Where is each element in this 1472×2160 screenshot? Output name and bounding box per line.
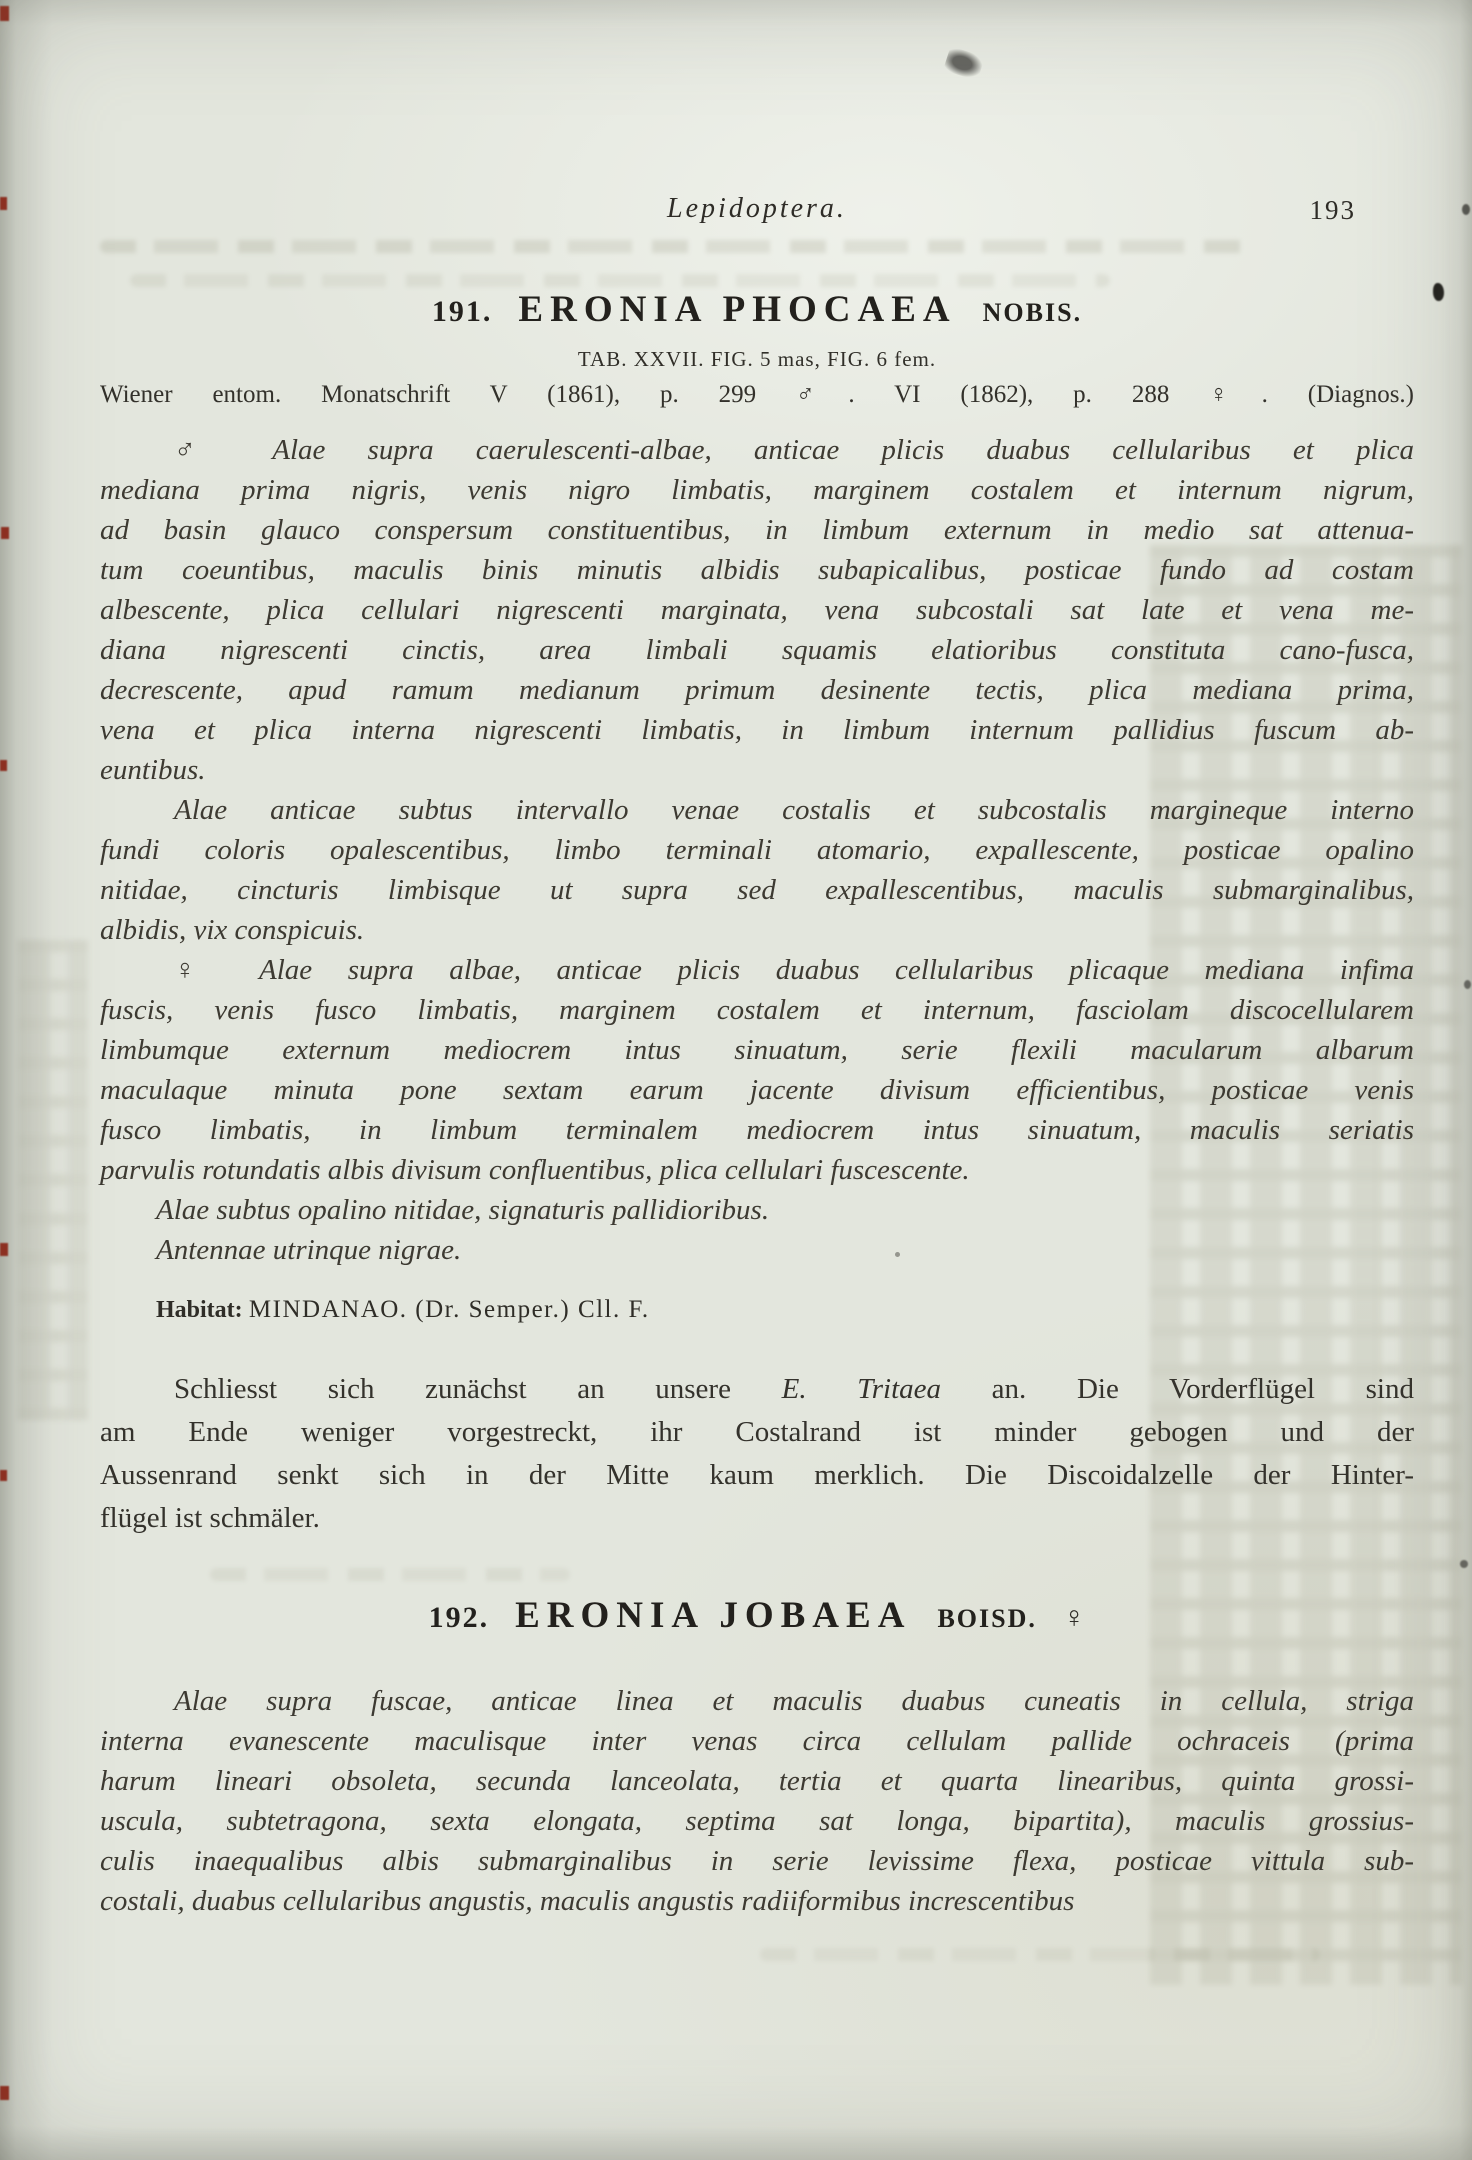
text-line: ♀ Alae supra albae, anticae plicis duabus cellularibus plicaque mediana infima <box>174 954 1414 986</box>
scan-speck-red <box>1 527 9 539</box>
text-line: fundi coloris opalescentibus, limbo terminali atomario, expallescente, posticae opalino <box>100 834 1414 866</box>
text-line: uscula, subtetragona, sexta elongata, septima sat longa, bipartita), maculis grossius- <box>100 1805 1414 1837</box>
text-line: tum coeuntibus, maculis binis minutis albidis subapicalibus, posticae fundo ad costam <box>100 554 1414 586</box>
text-line: mediana prima nigris, venis nigro limbatis, marginem costalem et internum nigrum, <box>100 474 1414 506</box>
text-line: culis inaequalibus albis submarginalibus in serie levissime flexa, posticae vittula sub- <box>100 1845 1414 1877</box>
text-line: interna evanescente maculisque inter venas circa cellulam pallide ochraceis (prima <box>100 1725 1414 1757</box>
text-line: maculaque minuta pone sextam earum jacente divisum efficientibus, posticae venis <box>100 1074 1414 1106</box>
plate-reference: TAB. XXVII. FIG. 5 mas, FIG. 6 fem. <box>577 347 937 371</box>
antennae-line: Antennae utrinque nigrae. <box>156 1234 462 1266</box>
habitat-label: Habitat: <box>156 1297 243 1323</box>
text-line: diana nigrescenti cinctis, area limbali squamis elatioribus constituta cano-fusca, <box>100 634 1414 666</box>
latin-description <box>100 1681 1414 1921</box>
text-line: parvulis rotundatis albis divisum confluentibus, plica cellulari fuscescente. <box>100 1154 970 1186</box>
text-line: flügel ist schmäler. <box>100 1502 320 1534</box>
text-line: euntibus. <box>100 754 206 786</box>
scan-speck <box>1464 980 1471 989</box>
species-number: 191. <box>431 295 493 328</box>
running-head: Lepidoptera. <box>667 193 847 224</box>
text-line: albescente, plica cellulari nigrescenti marginata, vena subcostali sat late et vena me- <box>100 594 1414 626</box>
text-line: am Ende weniger vorgestreckt, ihr Costalrand ist minder gebogen und der <box>100 1416 1414 1448</box>
text-line: ad basin glauco conspersum constituentibus, in limbum externum in medio sat attenua- <box>100 514 1414 546</box>
bleed-through-ghost-column <box>18 940 88 1420</box>
bleed-through-ghost <box>130 274 1110 287</box>
species-heading-192 <box>100 1594 1414 1637</box>
page-number: 193 <box>1309 195 1356 225</box>
scan-speck-red <box>0 6 9 21</box>
text-line: ♂ Alae supra caerulescenti-albae, anticae plicis duabus cellularibus et plica <box>174 434 1414 466</box>
habitat-value: MINDANAO. (Dr. Semper.) Cll. F. <box>248 1296 650 1323</box>
scan-speck-red <box>0 760 7 771</box>
species-number: 192. <box>428 1601 490 1634</box>
scan-speck-red <box>0 197 7 210</box>
species-reference: E. Tritaea <box>781 1373 942 1405</box>
text-line: albidis, vix conspicuis. <box>100 914 365 946</box>
text-line: fuscis, venis fusco limbatis, marginem costalem et internum, fasciolam discocellularem <box>100 994 1414 1026</box>
text-line <box>100 1368 1414 1411</box>
text-line: Aussenrand senkt sich in der Mitte kaum merklich. Die Discoidalzelle der Hinter- <box>100 1459 1414 1491</box>
german-remarks <box>100 1368 1414 1540</box>
scan-speck <box>1433 283 1444 301</box>
bleed-through-ghost <box>760 1948 1320 1961</box>
text-line: limbumque externum mediocrem intus sinuatum, serie flexili macularum albarum <box>100 1034 1414 1066</box>
scan-speck <box>1462 204 1470 215</box>
text-line: costali, duabus cellularibus angustis, maculis angustis radiiformibus increscentibus <box>100 1885 1075 1917</box>
scan-speck-red <box>0 2086 9 2100</box>
text-line: Alae supra fuscae, anticae linea et maculis duabus cuneatis in cellula, striga <box>174 1685 1414 1717</box>
page-header <box>100 193 1414 233</box>
text-line: nitidae, cincturis limbisque ut supra sed expallescentibus, maculis submarginalibus, <box>100 874 1414 906</box>
text-line: fusco limbatis, in limbum terminalem mediocrem intus sinuatum, maculis seriatis <box>100 1114 1414 1146</box>
text-line: harum lineari obsoleta, secunda lanceolata, tertia et quarta linearibus, quinta grossi- <box>100 1765 1414 1797</box>
scan-speck <box>1460 1560 1468 1568</box>
species-author: NOBIS. <box>982 298 1083 327</box>
species-author: BOISD. <box>937 1604 1037 1633</box>
species-heading-191 <box>100 288 1414 331</box>
habitat-line <box>100 1296 1414 1324</box>
text-segment: an. Die Vorderflügel sind <box>941 1373 1414 1405</box>
latin-description <box>100 430 1414 1270</box>
scan-speck-red <box>0 1470 7 1481</box>
text-line: vena et plica interna nigrescenti limbatis, in limbum internum pallidius fuscum ab- <box>100 714 1414 746</box>
species-name: ERONIA JOBAEA <box>515 1595 912 1636</box>
citation-line: Wiener entom. Monatschrift V (1861), p. 299 ♂. VI (1862), p. 288 ♀. (Diagnos.) <box>100 381 1414 408</box>
ink-smudge <box>943 46 985 81</box>
bleed-through-ghost <box>100 240 1250 253</box>
underside-summary-line: Alae subtus opalino nitidae, signaturis pallidioribus. <box>156 1194 770 1226</box>
species-name: ERONIA PHOCAEA <box>518 289 957 330</box>
text-line: decrescente, apud ramum medianum primum desinente tectis, plica mediana prima, <box>100 674 1414 706</box>
text-line: Alae anticae subtus intervallo venae costalis et subcostalis margineque interno <box>174 794 1414 826</box>
scan-speck-red <box>0 1243 8 1256</box>
page-body <box>100 288 1414 1921</box>
female-symbol: ♀ <box>1062 1601 1086 1634</box>
text-segment: Schliesst sich zunächst an unsere <box>174 1373 782 1405</box>
